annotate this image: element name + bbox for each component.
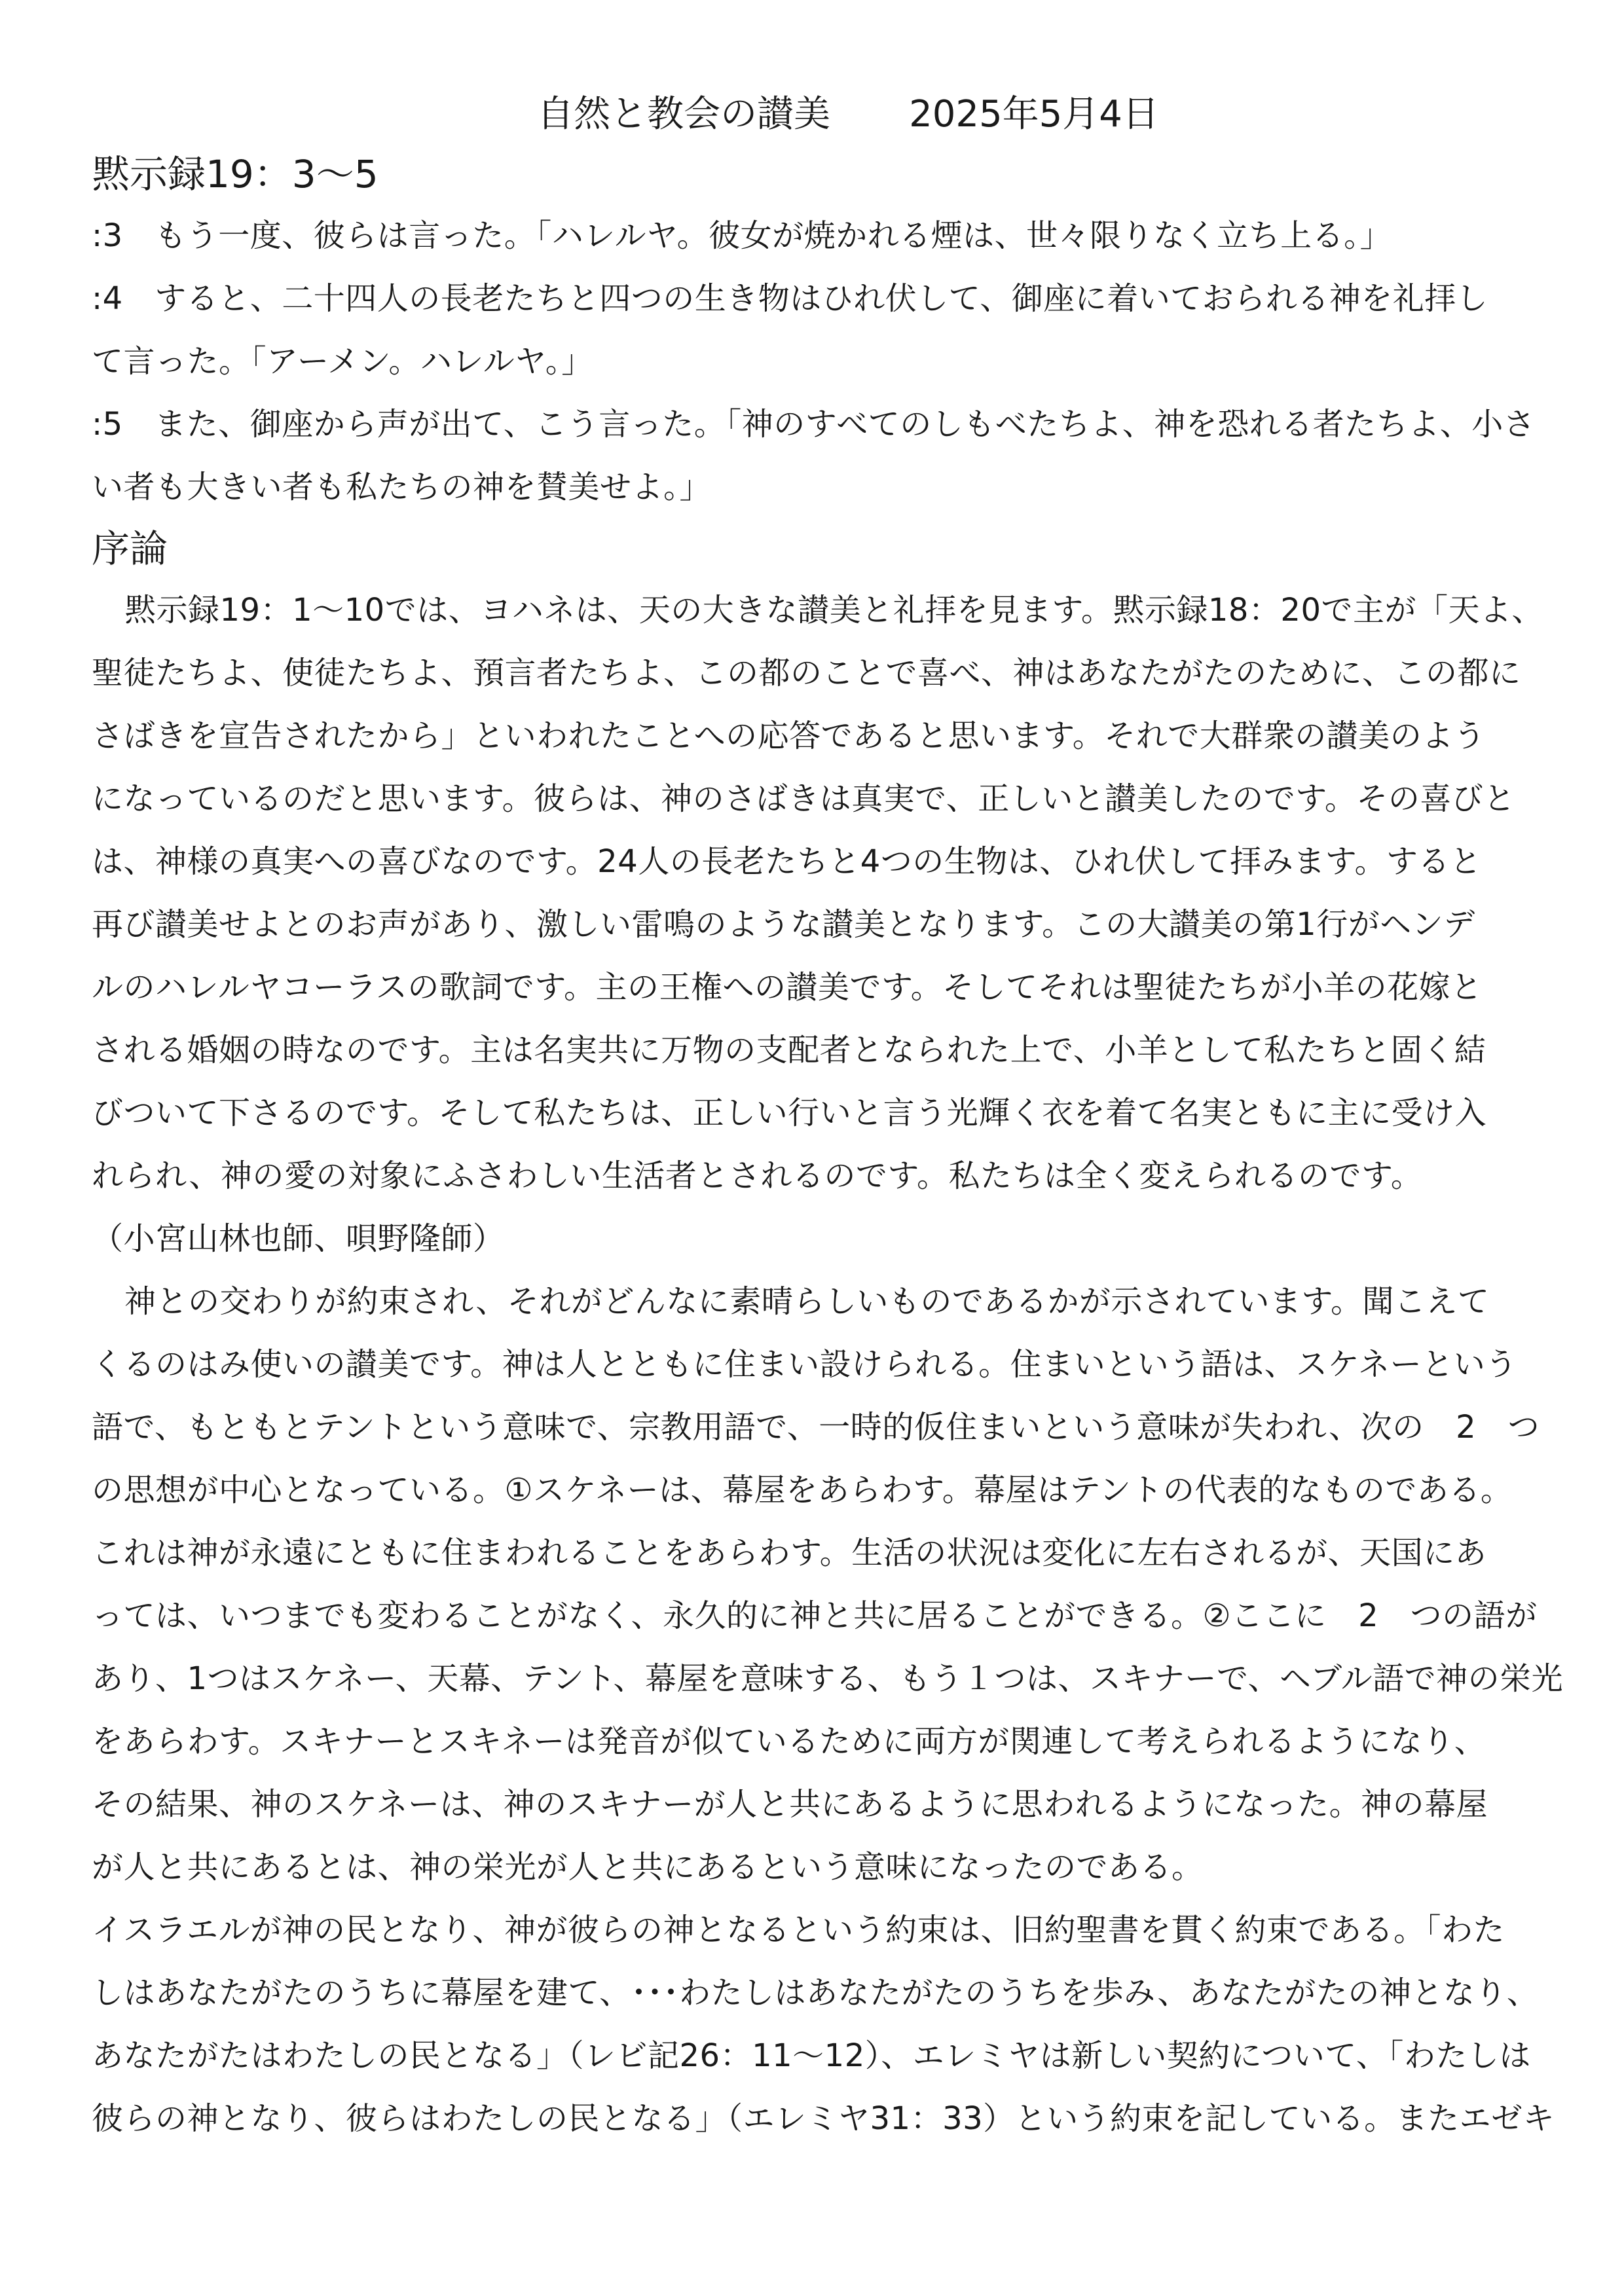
document-header [144, 85, 1552, 144]
paragraph-line: あなたがたはわたしの民となる」（レビ記26：11～12）、エレミヤは新しい契約について、「わたしは [92, 2037, 1531, 2074]
intro-paragraph-1 [92, 579, 1552, 1270]
paragraph-line: 聖徒たちよ、使徒たちよ、預言者たちよ、この都のことで喜べ、神はあなたがたのために、この都に [92, 655, 1521, 691]
scripture-line: :3 もう一度、彼らは言った。「ハレルヤ。彼女が焼かれる煙は、世々限りなく立ち上る。」 [92, 217, 1392, 254]
paragraph-line: ルのハレルヤコーラスの歌詞です。主の王権への讃美です。そしてそれは聖徒たちが小羊の花嫁と [92, 969, 1483, 1006]
paragraph-line: が人と共にあるとは、神の栄光が人と共にあるという意味になったのである。 [92, 1849, 1204, 1886]
intro-paragraph-3 [92, 1899, 1555, 2150]
paragraph-line: その結果、神のスケネーは、神のスキナーが人と共にあるように思われるようになった。神の幕屋 [92, 1786, 1488, 1823]
paragraph-line: 彼らの神となり、彼らはわたしの民となる」（エレミヤ31：33）という約束を記している。またエゼキ [92, 2100, 1555, 2137]
document-date: 2025年5月4日 [909, 93, 1159, 136]
intro-paragraph-2 [92, 1270, 1564, 1899]
scripture-reference: 黙示録19：3～5 [92, 152, 378, 196]
scripture-line: :4 すると、二十四人の長老たちと四つの生き物はひれ伏して、御座に着いておられる神を礼拝し [92, 280, 1488, 317]
scripture-line: い者も大きい者も私たちの神を賛美せよ。」 [92, 469, 712, 505]
paragraph-line: これは神が永遠にともに住まわれることをあらわす。生活の状況は変化に左右されるが、天国にあ [92, 1535, 1487, 1571]
paragraph-line: される婚姻の時なのです。主は名実共に万物の支配者となられた上で、小羊として私たちと固く結 [92, 1032, 1486, 1068]
paragraph-line: くるのはみ使いの讃美です。神は人とともに住まい設けられる。住まいという語は、スケネーという [92, 1346, 1517, 1383]
scripture-text [92, 204, 1552, 519]
scripture-line: :5 また、御座から声が出て、こう言った。「神のすべてのしもべたちよ、神を恐れる者たちよ、小さ [92, 406, 1536, 443]
paragraph-line: になっているのだと思います。彼らは、神のさばきは真実で、正しいと讃美したのです。その喜びと [92, 780, 1515, 817]
paragraph-line: あり、1つはスケネー、天幕、テント、幕屋を意味する、もう１つは、スキナーで、ヘブル語で神の栄光 [92, 1660, 1564, 1697]
paragraph-line: 再び讃美せよとのお声があり、激しい雷鳴のような讃美となります。この大讃美の第1行がヘンデ [92, 906, 1475, 943]
paragraph-line: っては、いつまでも変わることがなく、永久的に神と共に居ることができる。②ここに 2 つの語が [92, 1597, 1538, 1634]
document-title: 自然と教会の讃美 [537, 93, 831, 136]
paragraph-line: 黙示録19：1～10では、ヨハネは、天の大きな讃美と礼拝を見ます。黙示録18：20で主が「天よ、 [124, 592, 1544, 629]
paragraph-line: をあらわす。スキナーとスキネーは発音が似ているために両方が関連して考えられるようになり、 [92, 1723, 1486, 1760]
paragraph-line: は、神様の真実への喜びなのです。24人の長老たちと4つの生物は、ひれ伏して拝みます。すると [92, 843, 1482, 880]
document-page [92, 85, 1564, 2150]
paragraph-line: 神との交わりが約束され、それがどんなに素晴らしいものであるかが示されています。聞こえて [124, 1283, 1490, 1320]
scripture-line: て言った。「アーメン。ハレルヤ。」 [92, 343, 593, 380]
paragraph-line: イスラエルが神の民となり、神が彼らの神となるという約束は、旧約聖書を貫く約束である。「わた [92, 1912, 1505, 1948]
paragraph-line: 語で、もともとテントという意味で、宗教用語で、一時的仮住まいという意味が失われ、次の 2 つ [92, 1409, 1540, 1446]
citation-line: （小宮山林也師、唄野隆師） [92, 1220, 505, 1257]
paragraph-line: の思想が中心となっている。①スケネーは、幕屋をあらわす。幕屋はテントの代表的なものである。 [92, 1472, 1513, 1508]
paragraph-line: れられ、神の愛の対象にふさわしい生活者とされるのです。私たちは全く変えられるのです。 [92, 1157, 1423, 1194]
section-heading-intro: 序論 [92, 526, 168, 571]
paragraph-line: しはあなたがたのうちに幕屋を建て、･･･わたしはあなたがたのうちを歩み、あなたがたの神となり、 [92, 1975, 1539, 2011]
paragraph-line: さばきを宣告されたから」といわれたことへの応答であると思います。それで大群衆の讃美のよう [92, 718, 1486, 754]
paragraph-line: びついて下さるのです。そして私たちは、正しい行いと言う光輝く衣を着て名実ともに主に受け入 [92, 1095, 1487, 1131]
